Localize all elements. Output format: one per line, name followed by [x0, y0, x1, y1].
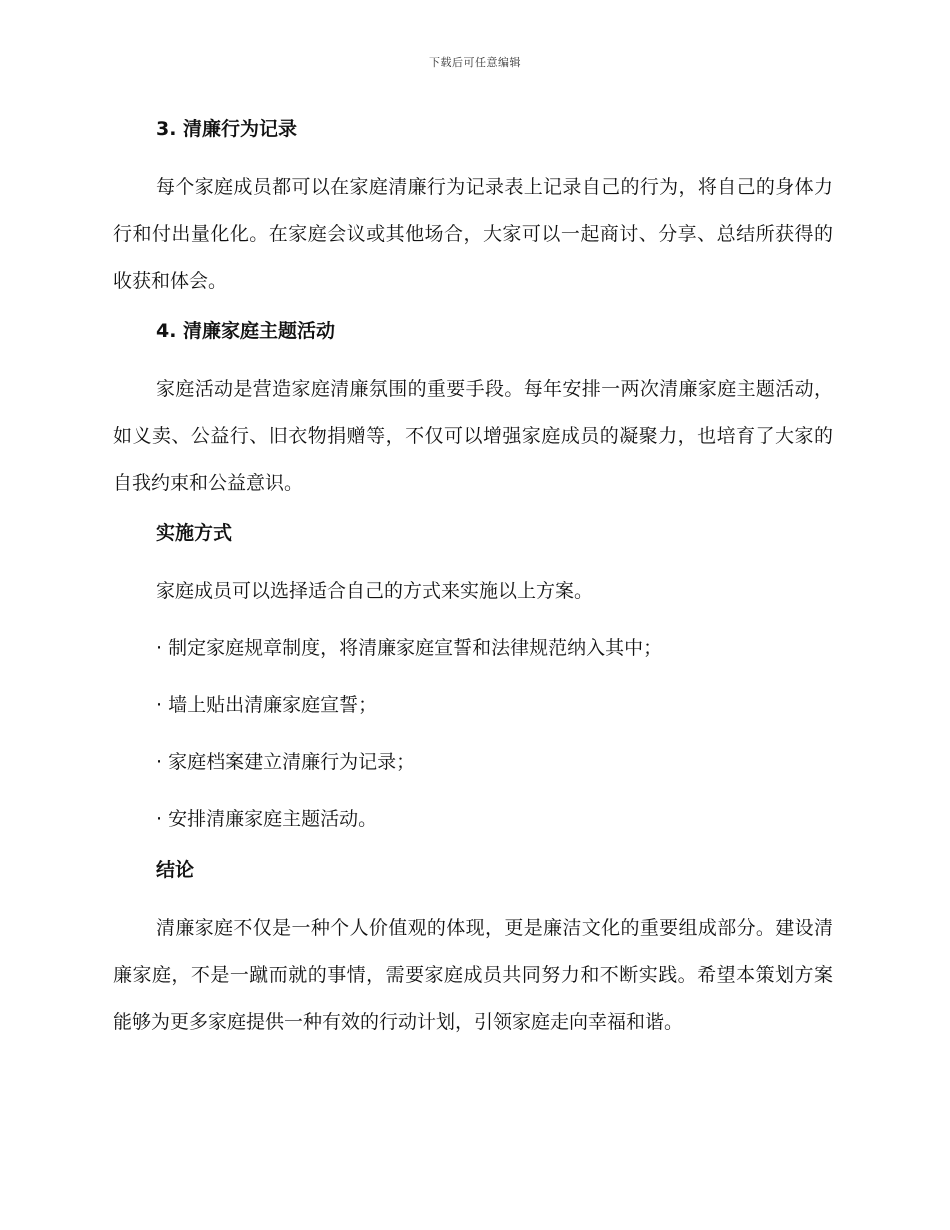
paragraph-implementation: 家庭成员可以选择适合自己的方式来实施以上方案。: [156, 580, 594, 602]
section-title-theme-activities: 4. 清廉家庭主题活动: [156, 320, 336, 342]
section-title-conduct-record: 3. 清廉行为记录: [156, 118, 298, 140]
document-body: [113, 112, 833, 1055]
list-item: · 安排清廉家庭主题活动。: [156, 808, 378, 830]
paragraph-conduct-record: 每个家庭成员都可以在家庭清廉行为记录表上记录自己的行为，将自己的身体力行和付出量化化。在家庭会议或其他场合，大家可以一起商讨、分享、总结所获得的收获和体会。: [113, 176, 833, 292]
section-title-conclusion: 结论: [156, 859, 195, 881]
paragraph-theme-activities: 家庭活动是营造家庭清廉氛围的重要手段。每年安排一两次清廉家庭主题活动，如义卖、公益行、旧衣物捐赠等，不仅可以增强家庭成员的凝聚力，也培育了大家的自我约束和公益意识。: [113, 378, 833, 494]
list-item: · 家庭档案建立清廉行为记录；: [156, 751, 416, 773]
list-item: · 墙上贴出清廉家庭宣誓；: [156, 694, 378, 716]
section-title-implementation: 实施方式: [156, 522, 233, 544]
header-note: 下载后可任意编辑: [429, 56, 521, 69]
list-item: · 制定家庭规章制度，将清廉家庭宣誓和法律规范纳入其中；: [156, 637, 663, 659]
paragraph-conclusion: 清廉家庭不仅是一种个人价值观的体现，更是廉洁文化的重要组成部分。建设清廉家庭，不是一蹴而就的事情，需要家庭成员共同努力和不断实践。希望本策划方案能够为更多家庭提供一种有效的行动计划，引领家庭走向幸福和谐。: [113, 917, 833, 1033]
